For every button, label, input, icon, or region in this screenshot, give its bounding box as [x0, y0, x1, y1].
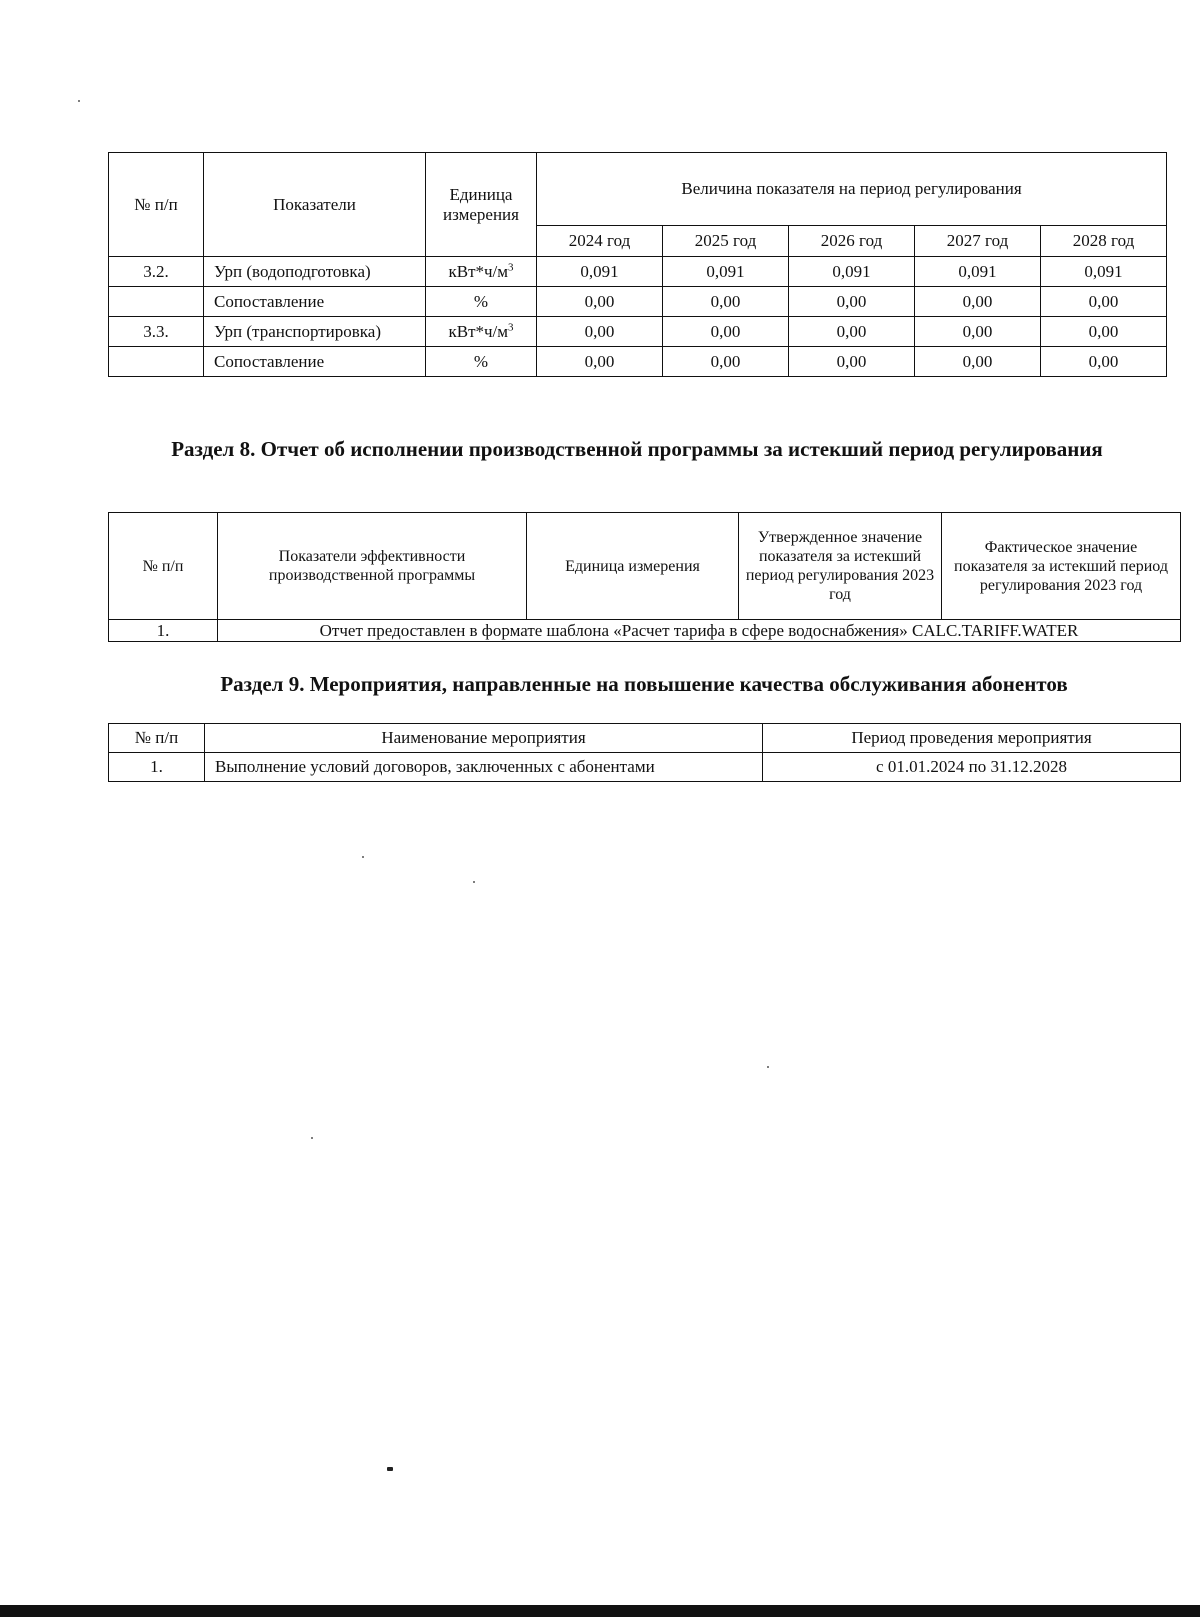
row-value: 0,091 [1041, 257, 1167, 287]
scan-speck [767, 1066, 769, 1068]
row-value: 0,00 [537, 287, 663, 317]
row-value: 0,00 [789, 347, 915, 377]
table-row [109, 257, 1167, 287]
header-year: 2027 год [915, 226, 1041, 257]
table-header-row [109, 724, 1181, 753]
table-row [109, 317, 1167, 347]
row-unit: % [426, 347, 537, 377]
row-value: 0,091 [915, 257, 1041, 287]
row-unit: $кВт*ч/м^3$ [426, 257, 537, 287]
row-value: 0,00 [1041, 317, 1167, 347]
row-name: Урп (транспортировка) [204, 317, 426, 347]
row-value: 0,00 [537, 317, 663, 347]
row-value: 0,00 [1041, 347, 1167, 377]
row-value: 0,091 [537, 257, 663, 287]
table-row [109, 347, 1167, 377]
table-header-row [109, 153, 1167, 226]
row-unit: $кВт*ч/м^3$ [426, 317, 537, 347]
header-year: 2028 год [1041, 226, 1167, 257]
row-value: 0,00 [789, 287, 915, 317]
row-value: 0,00 [915, 347, 1041, 377]
row-num: 1. [109, 753, 205, 782]
section9-title: Раздел 9. Мероприятия, направленные на повышение качества обслуживания абонентов [220, 672, 1068, 696]
row-value: 0,00 [663, 347, 789, 377]
row-value: 0,00 [663, 317, 789, 347]
row-name: Урп (водоподготовка) [204, 257, 426, 287]
table-row [109, 753, 1181, 782]
row-value: 0,091 [789, 257, 915, 287]
row-value: 0,00 [1041, 287, 1167, 317]
scan-speck [311, 1137, 313, 1139]
section8-title: Раздел 8. Отчет об исполнении производственной программы за истекший период регулирования [171, 437, 1103, 461]
header-num: № п/п [109, 153, 204, 257]
row-value: 0,00 [915, 287, 1041, 317]
header-actual: Фактическое значение показателя за истекший период регулирования 2023 год [942, 513, 1181, 620]
scan-speck [362, 856, 364, 858]
production-report-table [108, 512, 1181, 642]
row-num: 1. [109, 620, 218, 642]
header-unit: Единица измерения [426, 153, 537, 257]
header-year: 2024 год [537, 226, 663, 257]
header-period: Период проведения мероприятия [763, 724, 1181, 753]
header-num: № п/п [109, 724, 205, 753]
row-num: 3.3. [109, 317, 204, 347]
indicators-table [108, 152, 1167, 377]
row-unit: % [426, 287, 537, 317]
row-value: 0,00 [663, 287, 789, 317]
table-header-row [109, 513, 1181, 620]
table-row [109, 620, 1181, 642]
row-value: 0,00 [537, 347, 663, 377]
scan-edge-bar [0, 1605, 1200, 1617]
header-indicator: Показатели эффективности производственной программы [218, 513, 527, 620]
header-name: Наименование мероприятия [205, 724, 763, 753]
row-text: Отчет предоставлен в формате шаблона «Расчет тарифа в сфере водоснабжения» CALC.TARIFF.WATER [218, 620, 1181, 642]
header-approved: Утвержденное значение показателя за истекший период регулирования 2023 год [739, 513, 942, 620]
scan-speck [387, 1467, 393, 1471]
header-year: 2026 год [789, 226, 915, 257]
scan-speck [78, 100, 80, 102]
header-num: № п/п [109, 513, 218, 620]
header-indicator: Показатели [204, 153, 426, 257]
row-name: Сопоставление [204, 347, 426, 377]
row-value: 0,00 [915, 317, 1041, 347]
row-name: Выполнение условий договоров, заключенных с абонентами [205, 753, 763, 782]
row-value: 0,00 [789, 317, 915, 347]
row-value: 0,091 [663, 257, 789, 287]
header-unit: Единица измерения [527, 513, 739, 620]
header-year: 2025 год [663, 226, 789, 257]
row-num: 3.2. [109, 257, 204, 287]
table-row [109, 287, 1167, 317]
row-num [109, 287, 204, 317]
row-name: Сопоставление [204, 287, 426, 317]
scan-speck [473, 881, 475, 883]
row-num [109, 347, 204, 377]
header-period: Величина показателя на период регулирования [537, 153, 1167, 226]
measures-table [108, 723, 1181, 782]
row-period: с 01.01.2024 по 31.12.2028 [763, 753, 1181, 782]
